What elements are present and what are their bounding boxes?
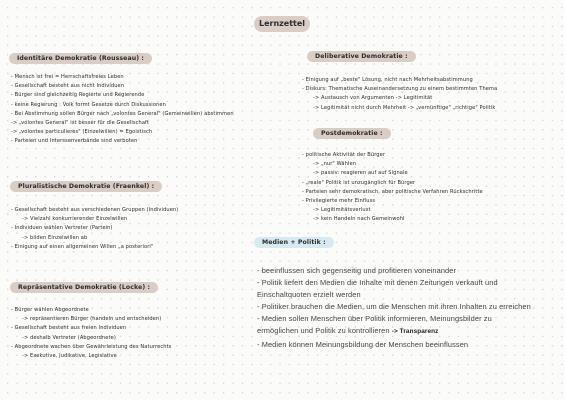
list-item: - Bürger sind gleichzeitig Regierte und Regierende [11, 92, 145, 99]
list-item: -> repräsentieren Bürger (handeln und entscheiden) [22, 316, 162, 323]
list-item: - Gesellschaft besteht aus freien Individuen [11, 325, 127, 332]
heading-repraesentative-demokratie: Repräsentative Demokratie (Locke) : [10, 282, 158, 293]
list-item: - Diskurs: Thematische Auseinandersetzung zu einem bestimmten Thema [302, 86, 498, 93]
list-item: -> „volontes particulieres" (Einzelwillen) = Egoistisch [11, 129, 153, 136]
list-postdemokratie [302, 151, 483, 225]
list-item: -> bilden Einzelwillen ab [22, 234, 88, 241]
list-item: -> Austausch von Argumenten -> Legitimität [313, 95, 433, 102]
list-item: -> passiv: reagieren auf auf Signale [313, 170, 408, 177]
list-item: - Abgeordnete wachen über Gewährleistung des Naturrechts [11, 343, 172, 350]
list-item: -> „volontes General" ist besser für die Gesellschaft [11, 120, 149, 127]
list-item: - Politik liefert den Medien die Inhalte mit denen Zeitungen verkauft und [257, 278, 498, 288]
heading-pluralistische-demokratie: Pluralistische Demokratie (Fraenkel) : [10, 181, 162, 192]
list-item: - Gesellschaft besteht aus verschiedenen Gruppen (Individuen) [11, 207, 179, 213]
heading-identitaere-demokratie: Identitäre Demokratie (Rousseau) : [9, 53, 152, 64]
list-item: - Medien sollen Menschen über Politik informieren, Meinungsbilder zu [257, 314, 492, 324]
heading-deliberative-demokratie: Deliberative Demokratie : [307, 51, 416, 62]
list-item: -> Exekutive, Judikative, Legislative [22, 353, 117, 360]
list-item: - Privilegierte mehr Einfluss [302, 198, 376, 205]
list-item: - keine Regierung : Volk formt Gesetze durch Diskussionen [11, 101, 166, 108]
list-item: -> kein Handeln nach Gemeinwohl [313, 216, 405, 223]
list-medien-politik [257, 265, 531, 351]
list-item: - Einigung auf „beste" Lösung, nicht nach Mehrheitsabstimmung [302, 77, 473, 83]
list-item: - Bei Abstimmung sollen Bürger nach „volontes General" (Gemeinwillen) abstimmen [11, 110, 234, 117]
list-pluralistische-demokratie [11, 206, 178, 252]
heading-medien-politik: Medien + Politik : [254, 237, 334, 248]
list-item: - Medien können Meinungsbildung der Menschen beeinflussen [257, 339, 469, 349]
list-item: - Mensch ist frei = Herrschaftsfreies Leben [11, 74, 124, 80]
list-item: -> Legitimität nicht durch Mehrheit -> „vernünftige" „richtige" Politik [313, 104, 496, 111]
list-item: -> „nur" Wählen [313, 161, 357, 168]
list-deliberative-demokratie [302, 76, 497, 113]
list-item: - Parteien sehr demokratisch, aber politische Verfahren Rückschritte [302, 188, 483, 195]
transparency-note: -> Transparenz [391, 328, 439, 336]
list-item: - „reale" Politik ist unzugänglich für Bürger [302, 179, 416, 186]
list-repraesentative-demokratie [11, 306, 171, 361]
heading-postdemokratie: Postdemokratie : [313, 128, 391, 139]
list-item: -> Vielzahl konkurrierender Einzelwillen [22, 216, 128, 223]
page-title: Lernzettel [254, 16, 310, 32]
list-item: Einschaltquoten erzielt werden [257, 290, 361, 300]
list-identitaere-demokratie [11, 73, 234, 147]
list-item: - politische Aktivität der Bürger [302, 152, 386, 158]
list-item: - Individuen wählen Vertreter (Partein) [11, 225, 113, 232]
list-item: - beeinflussen sich gegenseitig und profitieren voneinander [257, 266, 457, 275]
list-item: - Gesellschaft besteht aus nicht Individuen [11, 83, 125, 90]
list-item: - Einigung auf einen allgemeinen Willen „a posteriori" [11, 243, 154, 250]
list-item [257, 325, 531, 338]
list-item: -> Legitimitätsverlust [313, 207, 371, 214]
list-item: - Parteien und Interssenverbände sind verboten [11, 138, 138, 145]
list-item: - Politiker brauchen die Medien, um die Menschen mit ihren Inhalten zu erreichen [257, 302, 531, 312]
list-item: - Bürger wählen Abgeordnete [11, 307, 89, 313]
list-item: -> deshalb Vertreter (Abgeordnete) [22, 334, 116, 341]
list-item-text: ermöglichen und Politik zu kontrollieren [257, 326, 390, 336]
